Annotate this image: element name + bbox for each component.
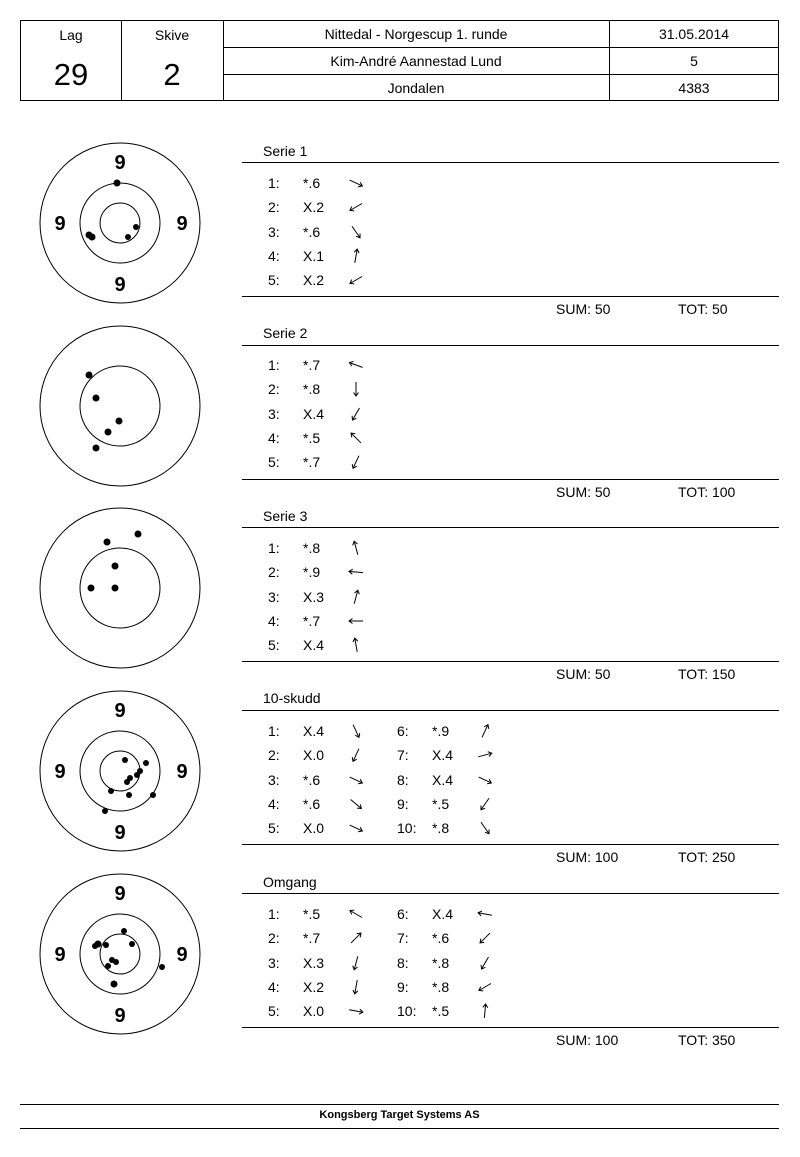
shot-number: 6: xyxy=(397,906,409,922)
shot-number: 3: xyxy=(268,588,280,605)
direction-arrow-icon xyxy=(476,771,494,789)
shot-value: X.4 xyxy=(303,637,325,654)
divider xyxy=(242,710,779,711)
series-sum: SUM: 100 xyxy=(556,849,619,865)
direction-arrow-icon xyxy=(476,954,494,972)
series-total: TOT: 150 xyxy=(678,666,736,682)
shot-value: X.4 xyxy=(432,747,454,764)
shot-hole xyxy=(93,395,100,402)
shot-number: 3: xyxy=(268,405,280,422)
series-total: TOT: 50 xyxy=(678,301,728,317)
ring-label: 9 xyxy=(54,213,66,235)
direction-arrow-icon xyxy=(347,198,365,216)
shot-value: X.4 xyxy=(432,906,454,922)
shot-value: X.3 xyxy=(303,588,325,605)
ring-label: 9 xyxy=(176,761,188,783)
shot-value: X.4 xyxy=(303,723,325,739)
event-date: 31.05.2014 xyxy=(658,26,730,42)
direction-arrow-icon xyxy=(347,636,365,654)
shot-hole xyxy=(112,563,119,570)
shot-value: *.7 xyxy=(303,612,321,629)
shot-number: 2: xyxy=(268,930,280,947)
shot-hole xyxy=(104,539,111,546)
shot-number: 5: xyxy=(268,272,280,289)
shot-value: X.2 xyxy=(303,199,325,216)
shot-value: *.7 xyxy=(303,357,321,373)
shot-value: *.5 xyxy=(303,429,321,446)
shot-value: X.0 xyxy=(303,1003,325,1020)
direction-arrow-icon xyxy=(347,722,365,740)
shot-hole xyxy=(137,768,143,774)
shot-number: 7: xyxy=(397,930,409,947)
shot-value: X.0 xyxy=(303,747,325,764)
series-total: TOT: 350 xyxy=(678,1032,736,1048)
shot-hole xyxy=(114,180,121,187)
shot-value: *.5 xyxy=(303,906,321,922)
divider xyxy=(242,479,779,480)
shot-value: X.1 xyxy=(303,247,325,264)
shot-number: 5: xyxy=(268,820,280,837)
shot-number: 2: xyxy=(268,564,280,581)
skive-value: 2 xyxy=(163,57,181,92)
shot-hole xyxy=(105,963,111,969)
direction-arrow-icon xyxy=(476,722,494,740)
direction-arrow-icon xyxy=(347,929,365,947)
direction-arrow-icon xyxy=(347,223,365,241)
shot-hole xyxy=(124,779,130,785)
direction-arrow-icon xyxy=(476,1002,494,1020)
direction-arrow-icon xyxy=(347,819,365,837)
ring-label: 9 xyxy=(114,274,126,296)
skive-label: Skive xyxy=(154,27,190,43)
series-sum: SUM: 50 xyxy=(556,301,611,317)
shot-number: 9: xyxy=(397,978,409,995)
shot-value: *.9 xyxy=(303,564,321,581)
divider xyxy=(242,345,779,346)
shot-number: 1: xyxy=(268,175,280,191)
shot-value: *.6 xyxy=(303,175,321,191)
divider xyxy=(242,1027,779,1028)
shot-number: 10: xyxy=(397,820,417,837)
footer-rule-bottom xyxy=(20,1128,779,1129)
shot-value: *.6 xyxy=(303,795,321,812)
shot-hole xyxy=(112,585,119,592)
ring-label: 9 xyxy=(176,944,188,966)
lag-label: Lag xyxy=(59,27,83,43)
direction-arrow-icon xyxy=(347,771,365,789)
shot-hole xyxy=(88,585,95,592)
footer-rule-top xyxy=(20,1104,779,1105)
direction-arrow-icon xyxy=(347,174,365,192)
direction-arrow-icon xyxy=(347,905,365,923)
shot-value: *.8 xyxy=(303,381,321,398)
direction-arrow-icon xyxy=(476,929,494,947)
divider xyxy=(242,296,779,297)
shot-hole xyxy=(159,964,165,970)
shot-number: 4: xyxy=(268,612,280,629)
direction-arrow-icon xyxy=(476,978,494,996)
ring-label: 9 xyxy=(54,761,66,783)
lag-value: 29 xyxy=(53,57,89,92)
shot-hole xyxy=(121,928,127,934)
shot-number: 10: xyxy=(397,1003,417,1020)
series-sum: SUM: 50 xyxy=(556,666,611,682)
shot-hole xyxy=(105,429,112,436)
direction-arrow-icon xyxy=(347,380,365,398)
direction-arrow-icon xyxy=(347,247,365,265)
shot-number: 2: xyxy=(268,381,280,398)
direction-arrow-icon xyxy=(347,588,365,606)
shot-number: 3: xyxy=(268,771,280,788)
direction-arrow-icon xyxy=(476,746,494,764)
series-total: TOT: 250 xyxy=(678,849,736,865)
shot-value: *.8 xyxy=(432,978,450,995)
series-sum: SUM: 50 xyxy=(556,484,611,500)
shot-number: 9: xyxy=(397,795,409,812)
shot-value: X.2 xyxy=(303,978,325,995)
shot-hole xyxy=(143,760,149,766)
ring-label: 9 xyxy=(114,700,126,722)
shot-value: *.9 xyxy=(432,723,450,739)
shot-hole xyxy=(135,531,142,538)
shot-value: *.6 xyxy=(303,223,321,240)
shot-hole xyxy=(102,808,108,814)
ring-label: 9 xyxy=(114,1005,126,1027)
shot-value: *.6 xyxy=(432,930,450,947)
shot-number: 1: xyxy=(268,357,280,373)
shot-number: 1: xyxy=(268,906,280,922)
direction-arrow-icon xyxy=(476,819,494,837)
ring-label: 9 xyxy=(114,152,126,174)
direction-arrow-icon xyxy=(476,905,494,923)
target-omgang xyxy=(40,874,202,1036)
divider xyxy=(242,844,779,845)
shot-number: 7: xyxy=(397,747,409,764)
shot-value: X.4 xyxy=(432,771,454,788)
shot-value: *.5 xyxy=(432,795,450,812)
divider xyxy=(242,527,779,528)
direction-arrow-icon xyxy=(347,453,365,471)
shot-hole xyxy=(103,942,109,948)
direction-arrow-icon xyxy=(347,539,365,557)
shot-number: 5: xyxy=(268,637,280,654)
shot-value: *.8 xyxy=(432,954,450,971)
shot-number: 4: xyxy=(268,429,280,446)
ring-label: 9 xyxy=(114,822,126,844)
shot-number: 3: xyxy=(268,954,280,971)
target-serie-3 xyxy=(40,508,202,670)
direction-arrow-icon xyxy=(347,612,365,630)
direction-arrow-icon xyxy=(347,429,365,447)
direction-arrow-icon xyxy=(347,356,365,374)
target-serie-1 xyxy=(40,143,202,305)
series-title: Omgang xyxy=(263,874,317,890)
shot-value: X.0 xyxy=(303,820,325,837)
shot-hole xyxy=(133,224,139,230)
shot-value: *.6 xyxy=(303,771,321,788)
shot-number: 1: xyxy=(268,723,280,739)
shot-value: X.4 xyxy=(303,405,325,422)
shot-number: 4: xyxy=(268,978,280,995)
divider xyxy=(242,893,779,894)
shot-number: 4: xyxy=(268,247,280,264)
series-title: 10-skudd xyxy=(263,690,321,706)
direction-arrow-icon xyxy=(347,271,365,289)
shot-value: *.7 xyxy=(303,454,321,471)
shot-hole xyxy=(86,372,93,379)
shot-hole xyxy=(92,943,98,949)
footer-company: Kongsberg Target Systems AS xyxy=(319,1109,480,1121)
direction-arrow-icon xyxy=(347,954,365,972)
direction-arrow-icon xyxy=(347,563,365,581)
shot-hole xyxy=(122,757,128,763)
series-sum: SUM: 100 xyxy=(556,1032,619,1048)
series-title: Serie 2 xyxy=(263,325,308,341)
direction-arrow-icon xyxy=(347,746,365,764)
shot-number: 6: xyxy=(397,723,409,739)
shot-hole xyxy=(129,941,135,947)
shot-hole xyxy=(125,234,131,240)
divider xyxy=(242,162,779,163)
shot-number: 2: xyxy=(268,747,280,764)
shot-number: 5: xyxy=(268,454,280,471)
shot-hole xyxy=(150,792,156,798)
shooter-class: 5 xyxy=(690,53,698,69)
shooter-id: 4383 xyxy=(678,80,710,96)
series-total: TOT: 100 xyxy=(678,484,736,500)
header-table xyxy=(20,20,779,101)
shot-hole xyxy=(89,234,96,241)
ring-label: 9 xyxy=(114,883,126,905)
shooter-name: Kim-André Aannestad Lund xyxy=(330,53,502,69)
ring-label: 9 xyxy=(54,944,66,966)
direction-arrow-icon xyxy=(347,795,365,813)
divider xyxy=(242,661,779,662)
series-title: Serie 3 xyxy=(263,508,308,524)
shot-hole xyxy=(116,418,123,425)
shot-hole xyxy=(126,792,132,798)
shot-value: X.2 xyxy=(303,272,325,289)
shot-hole xyxy=(113,959,119,965)
ring-label: 9 xyxy=(176,213,188,235)
direction-arrow-icon xyxy=(476,795,494,813)
shot-hole xyxy=(93,445,100,452)
shot-number: 8: xyxy=(397,954,409,971)
direction-arrow-icon xyxy=(347,405,365,423)
event-name: Nittedal - Norgescup 1. runde xyxy=(324,26,508,42)
shot-hole xyxy=(111,981,118,988)
direction-arrow-icon xyxy=(347,978,365,996)
series-title: Serie 1 xyxy=(263,143,308,159)
shot-number: 2: xyxy=(268,199,280,216)
shot-hole xyxy=(108,788,114,794)
target-serie-2 xyxy=(40,326,202,488)
shot-number: 3: xyxy=(268,223,280,240)
shot-number: 8: xyxy=(397,771,409,788)
shot-number: 1: xyxy=(268,540,280,556)
shot-value: *.7 xyxy=(303,930,321,947)
shot-number: 4: xyxy=(268,795,280,812)
shot-value: X.3 xyxy=(303,954,325,971)
direction-arrow-icon xyxy=(347,1002,365,1020)
club-name: Jondalen xyxy=(387,80,445,96)
shot-value: *.5 xyxy=(432,1003,450,1020)
shot-number: 5: xyxy=(268,1003,280,1020)
shot-value: *.8 xyxy=(303,540,321,556)
shot-value: *.8 xyxy=(432,820,450,837)
target-10-skudd xyxy=(40,691,202,853)
